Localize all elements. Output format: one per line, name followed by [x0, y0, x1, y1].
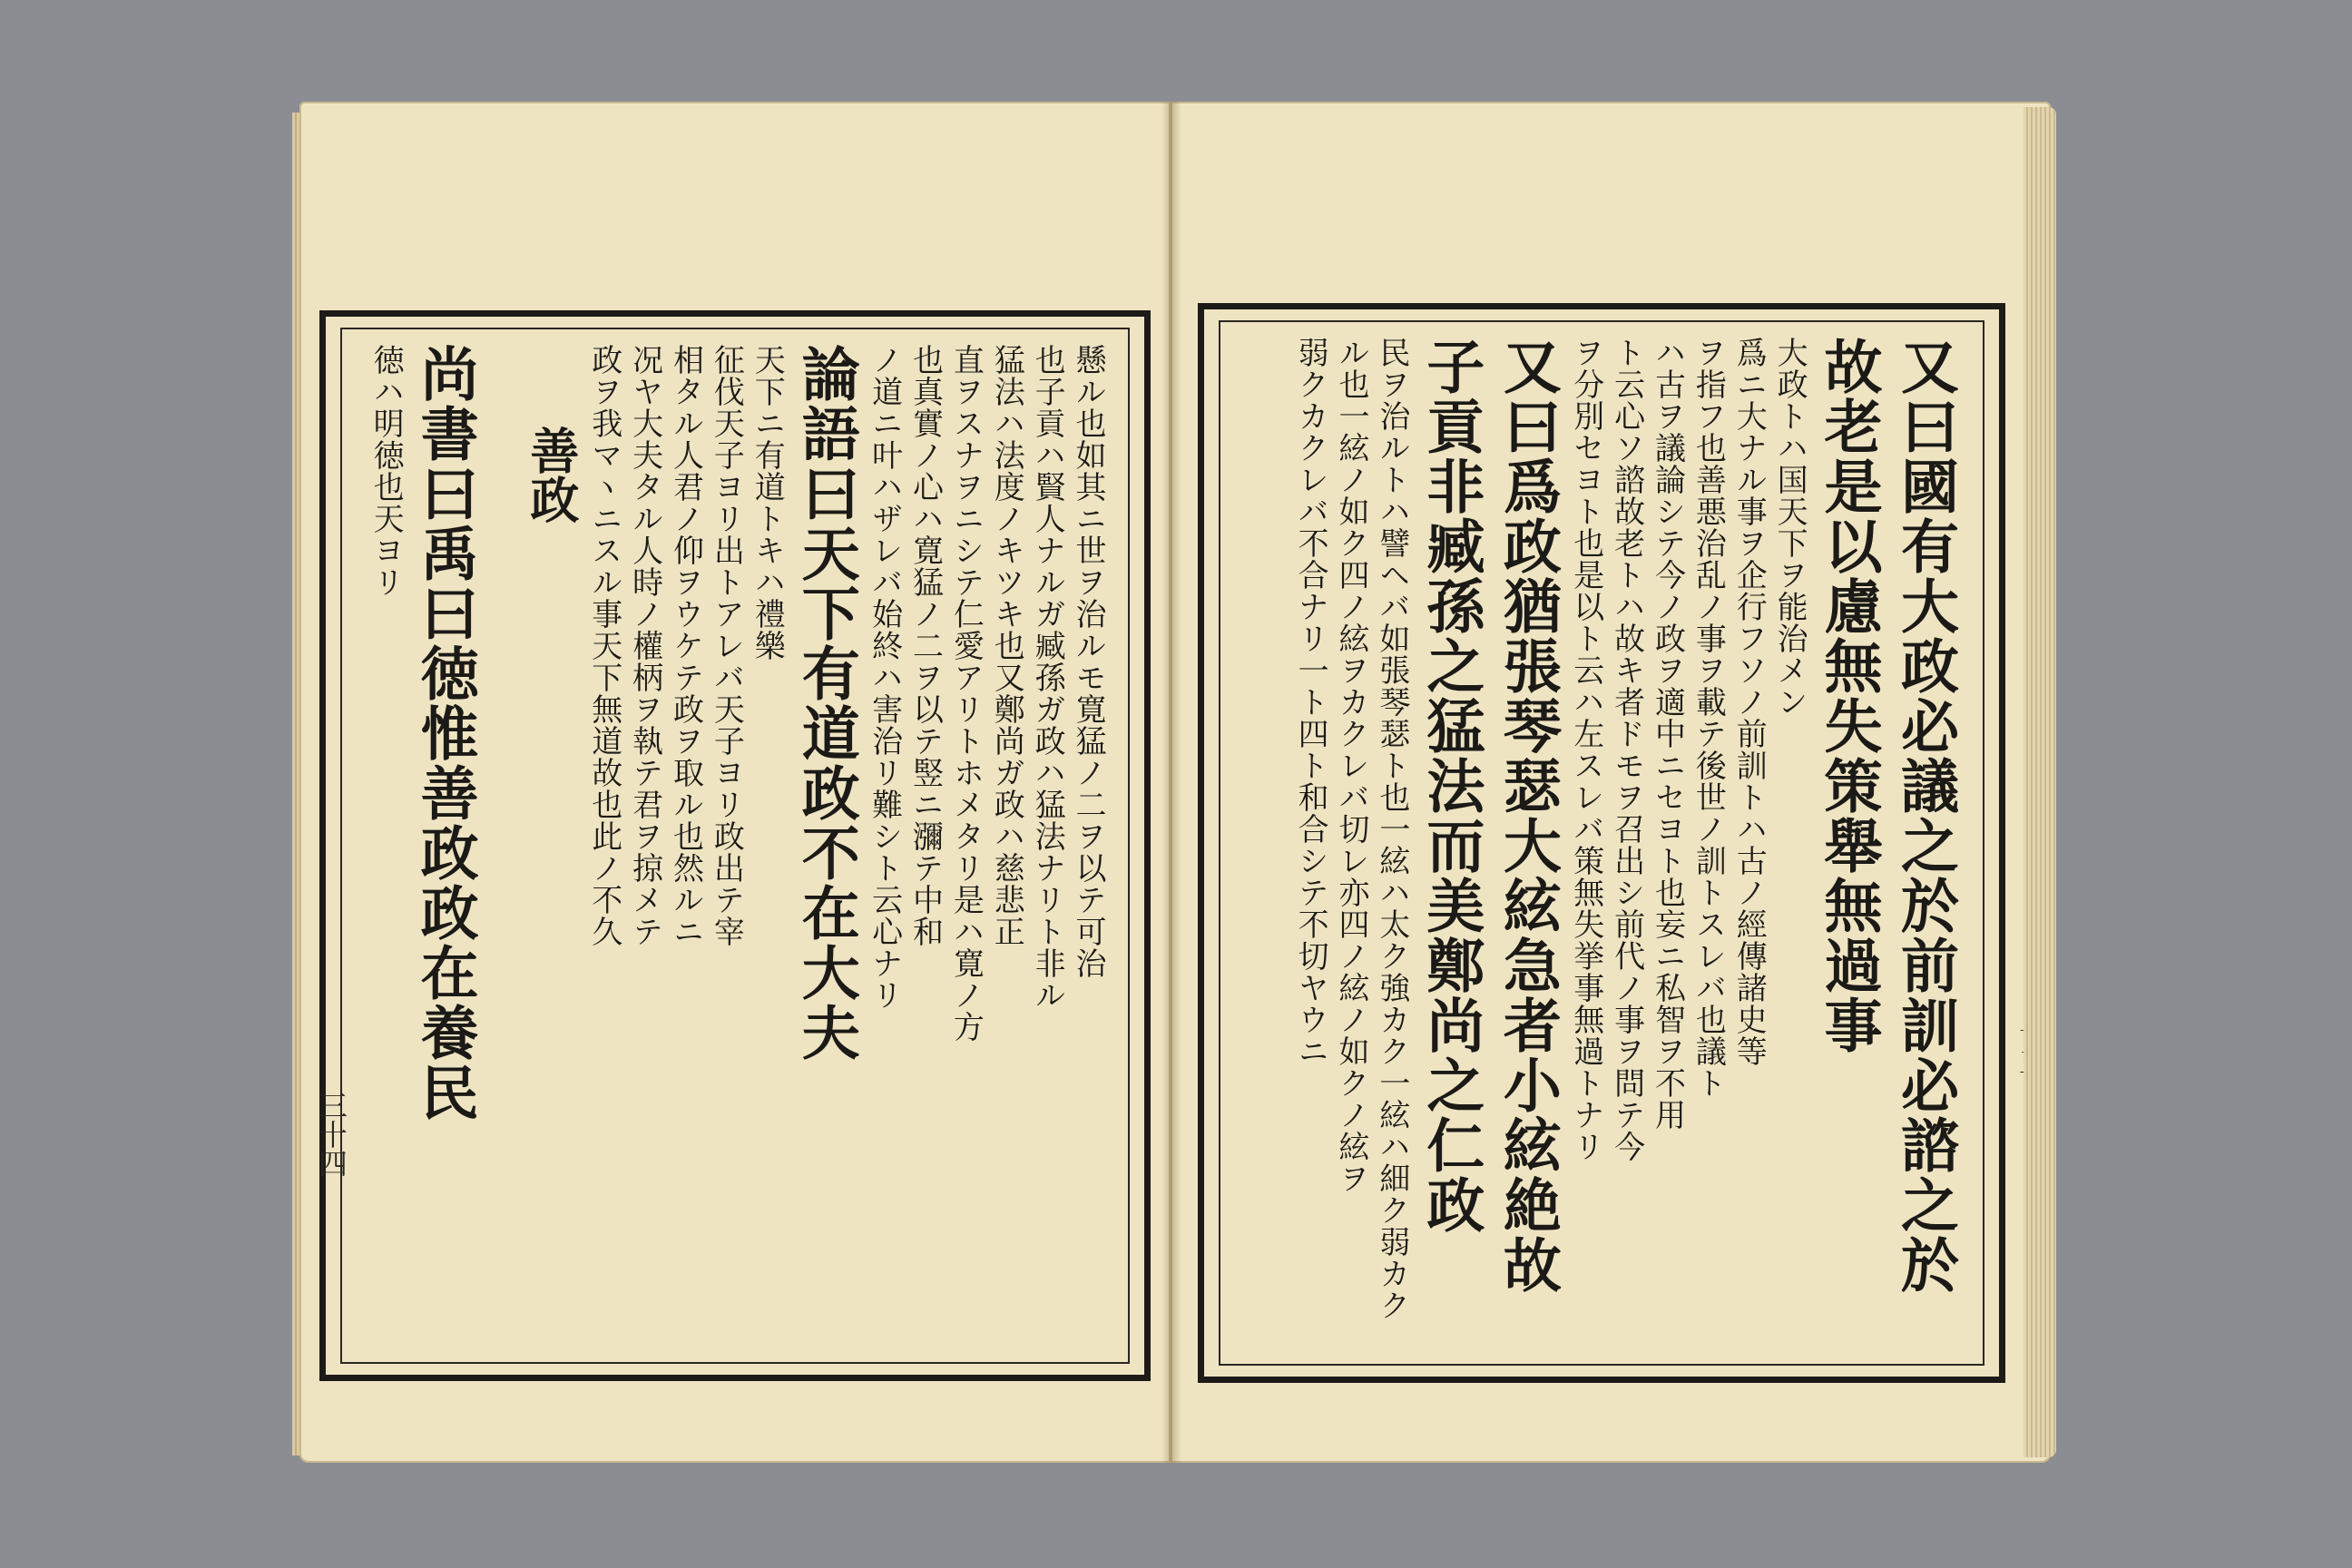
right-page-text-column: 又曰國有大政必議之於前訓必諮之於	[1891, 337, 1959, 1295]
left-text-columns	[362, 344, 1108, 1353]
left-page-text-column: 懸ル也如其ニ世ヲ治ルモ寛猛ノ二ヲ以テ可治	[1070, 344, 1106, 979]
left-page-text-column: 征伐天子ヨリ出トアレバ天子ヨリ政出テ宰	[708, 344, 745, 947]
left-page-text-column: 天下ニ有道トキハ禮樂	[749, 344, 786, 662]
left-page-text-column: 猛法ハ法度ノキツキ也又鄭尚ガ政ハ慈悲正	[988, 344, 1025, 947]
right-page-text-column: ヲ分別セヨト也是以ト云ハ左スレバ策無失挙事無過トナリ	[1567, 337, 1604, 1162]
left-page-text-column: 相タル人君ノ仰ヲウケテ政ヲ取ル也然ルニ	[667, 344, 704, 947]
right-page-text-column: 又曰爲政猶張琴瑟大絃急者小絃絶故	[1493, 337, 1562, 1295]
left-page-text-column: 尚書曰禹曰徳惟善政政在養民	[410, 344, 479, 1122]
book-gutter	[1161, 102, 1181, 1463]
right-page-text-column: ル也一絃ノ如ク四ノ絃ヲカクレバ切レ亦四ノ絃ノ如クノ絃ヲ	[1333, 337, 1369, 1194]
right-text-columns	[1240, 337, 1963, 1355]
right-page-text-column: ト云心ソ諮故老トハ故キ者ドモヲ召出シ前代ノ事ヲ問テ今	[1608, 337, 1645, 1162]
left-page-text-column: 徳ハ明徳也天ヨリ	[368, 344, 405, 598]
left-page-text-column: 也真實ノ心ハ寛猛ノ二ヲ以テ竪ニ瀰テ中和	[906, 344, 944, 947]
left-page-text-column: 政ヲ我マヽニスル事天下無道故也此ノ不久	[585, 344, 622, 947]
right-page-text-column: ハ古ヲ議論シテ今ノ政ヲ適中ニセヨト也妄ニ私智ヲ不用	[1649, 337, 1686, 1131]
right-page-text-column: 爲ニ大ナル事ヲ企行フソノ前訓トハ古ノ經傳諸史等	[1730, 337, 1768, 1067]
left-text-frame	[319, 310, 1151, 1381]
right-page-text-column: 故老是以慮無失策舉無過事	[1814, 337, 1883, 1055]
left-page	[299, 102, 1171, 1463]
left-page-text-column: 論語曰天下有道政不在大夫	[791, 344, 860, 1063]
right-page-text-column: 大政トハ国天下ヲ能治メン	[1771, 337, 1808, 718]
right-page-text-column: ヲ指フ也善悪治乱ノ事ヲ載テ後世ノ訓トスレバ也議ト	[1690, 337, 1727, 1099]
left-folio-number: 三十四	[314, 1091, 348, 1178]
right-page-text-column: 子貢非臧孫之猛法而美鄭尚之仁政	[1416, 337, 1485, 1235]
left-page-text-column: ノ道ニ叶ハザレバ始終ハ害治リ難シト云心ナリ	[866, 344, 903, 1011]
right-page	[1171, 102, 2051, 1463]
open-book	[299, 102, 2051, 1463]
right-page-text-column: 民ヲ治ルトハ譬ヘバ如張琴瑟ト也一絃ハ太ク強カク一絃ハ細ク弱カク	[1373, 337, 1410, 1321]
left-page-text-column: 也子貢ハ賢人ナルガ臧孫ガ政ハ猛法ナリト非ル	[1029, 344, 1066, 1011]
left-page-text-column: 况ヤ大夫タル人時ノ權柄ヲ執テ君ヲ掠メテ	[626, 344, 663, 947]
right-page-text-column: 弱クカクレバ不合ナリ一ト四ト和合シテ不切ヤウニ	[1292, 337, 1329, 1067]
left-page-text-column: 善政	[522, 426, 581, 524]
right-text-frame	[1198, 303, 2005, 1383]
left-page-text-column: 直ヲスナヲニシテ仁愛アリトホメタリ是ハ寛ノ方	[947, 344, 985, 1043]
right-page-edges	[2024, 107, 2056, 1457]
